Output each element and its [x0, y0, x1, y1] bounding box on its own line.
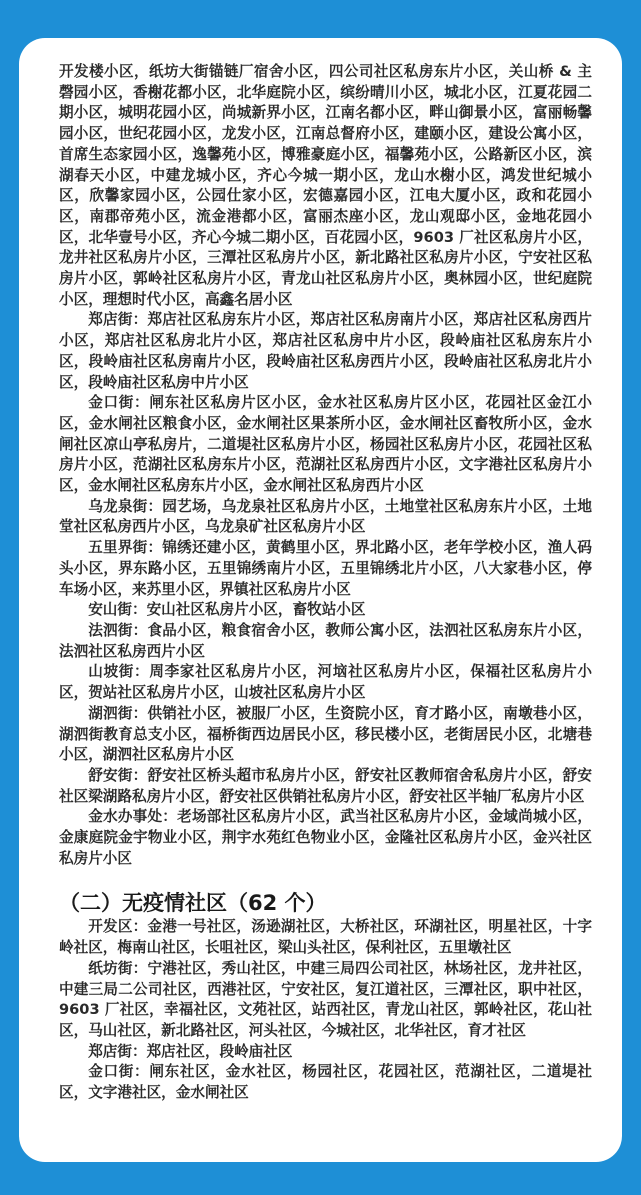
paragraph-fasi: 法泗街：食品小区，粮食宿舍小区，教师公寓小区，法泗社区私房东片小区，法泗社区私房西片小区 [59, 621, 592, 660]
paragraph-zhengdian-communities: 郑店街：郑店社区，段岭庙社区 [88, 1042, 293, 1060]
paragraph-kaifaqu-continued: 开发楼小区，纸坊大街锚链厂宿舍小区，四公司社区私房东片小区，关山桥 & 主磬园小区，香榭花都小区，北华庭院小区，缤纷晴川小区，城北小区，江夏花园二期小区，城明花园小区，尚城新界小区，江南名都小区，畔山御景小区，富丽畅馨园小区，世纪花园小区，龙发小区，江南总督府小区，建颐小区，建设公寓小区，首席生态家园小区，逸馨苑小区，博雅豪庭小区，福馨苑小区，公路新区小区，滨湖春天小区，中建龙城小区，齐心今城一期小区，龙山水榭小区，鸿发世纪城小区，欣馨家园小区，公园仕家小区，宏德嘉园小区，江电大厦小区，政和花园小区，南郡帝苑小区，流金港都小区，富丽杰座小区，龙山观邸小区，金地花园小区，北华壹号小区，齐心今城二期小区，百花园小区，9603 厂社区私房片小区，龙井社区私房片小区，三潭社区私房片小区，新北路社区私房片小区，宁安社区私房片小区，郭岭社区私房片小区，青龙山社区私房片小区，奥林园小区，世纪庭院小区，理想时代小区，高鑫名居小区 [59, 63, 592, 308]
paragraph-wulongquan: 乌龙泉街：园艺场，乌龙泉社区私房片小区，土地堂社区私房东片小区，土地堂社区私房西片小区，乌龙泉矿社区私房片小区 [59, 497, 592, 536]
paragraph-wulijie: 五里界街：锦绣还建小区，黄鹤里小区，界北路小区，老年学校小区，渔人码头小区，界东路小区，五里锦绣南片小区，五里锦绣北片小区，八大家巷小区，停车场小区，来苏里小区，界镇社区私房片小区 [59, 539, 592, 598]
paragraph-jinkou-communities: 金口街：闸东社区，金水社区，杨园社区，花园社区，范湖社区，二道堤社区，文字港社区，金水闸社区 [59, 1063, 592, 1102]
paragraph-jinkou: 金口街：闸东社区私房片区小区，金水社区私房片区小区，花园社区金江小区，金水闸社区粮食小区，金水闸社区果茶所小区，金水闸社区畜牧所小区，金水闸社区凉山亭私房片，二道堤社区私房片小区，杨园社区私房片小区，花园社区私房片小区，范湖社区私房东片小区，范湖社区私房西片小区，文字港社区私房片小区，金水闸社区私房东片小区，金水闸社区私房西片小区 [59, 394, 592, 495]
paragraph-zhifang-communities: 纸坊街：宁港社区，秀山社区，中建三局四公司社区，林场社区，龙井社区，中建三局二公司社区，西港社区，宁安社区，复江道社区，三潭社区，职中社区，9603 厂社区，幸福社区，文苑社区，站西社区，青龙山社区，郭岭社区，花山社区，马山社区，新北路社区，河头社区，今城社区，北华社区，育才社区 [59, 959, 592, 1039]
paragraph-jinshui: 金水办事处：老场部社区私房片小区，武当社区私房片小区，金域尚城小区，金康庭院金宇物业小区，荆宇水苑红色物业小区，金隆社区私房片小区，金兴社区私房片小区 [59, 808, 592, 867]
paragraph-zhengdian: 郑店街：郑店社区私房东片小区，郑店社区私房南片小区，郑店社区私房西片小区，郑店社区私房北片小区，郑店社区私房中片小区，段岭庙社区私房东片小区，段岭庙社区私房南片小区，段岭庙社区私房西片小区，段岭庙社区私房北片小区，段岭庙社区私房中片小区 [59, 311, 592, 391]
paragraph-kaifaqu-communities: 开发区：金港一号社区，汤逊湖社区，大桥社区，环湖社区，明星社区，十字岭社区，梅南山社区，长咀社区，梁山头社区，保利社区，五里墩社区 [59, 918, 592, 957]
paragraph-anshan: 安山街：安山社区私房片小区，畜牧站小区 [88, 601, 366, 619]
notice-card [19, 38, 622, 1162]
paragraph-husi: 湖泗街：供销社小区，被服厂小区，生资院小区，育才路小区，南墩巷小区，湖泗街教育总支小区，福桥街西边居民小区，移民楼小区，老街居民小区，北塘巷小区，湖泗社区私房片小区 [59, 704, 592, 764]
bottom-blue-band [0, 1162, 641, 1195]
section-title-no-epidemic: （二）无疫情社区（62 个） [59, 891, 327, 916]
paragraph-shuan: 舒安街：舒安社区桥头超市私房片小区，舒安社区教师宿舍私房片小区，舒安社区梁湖路私房片小区，舒安社区供销社私房片小区，舒安社区半轴厂私房片小区 [59, 766, 592, 805]
paragraph-shanpo: 山坡街：周李家社区私房片小区，河垴社区私房片小区，保福社区私房片小区，贺站社区私房片小区，山坡社区私房片小区 [59, 663, 592, 702]
